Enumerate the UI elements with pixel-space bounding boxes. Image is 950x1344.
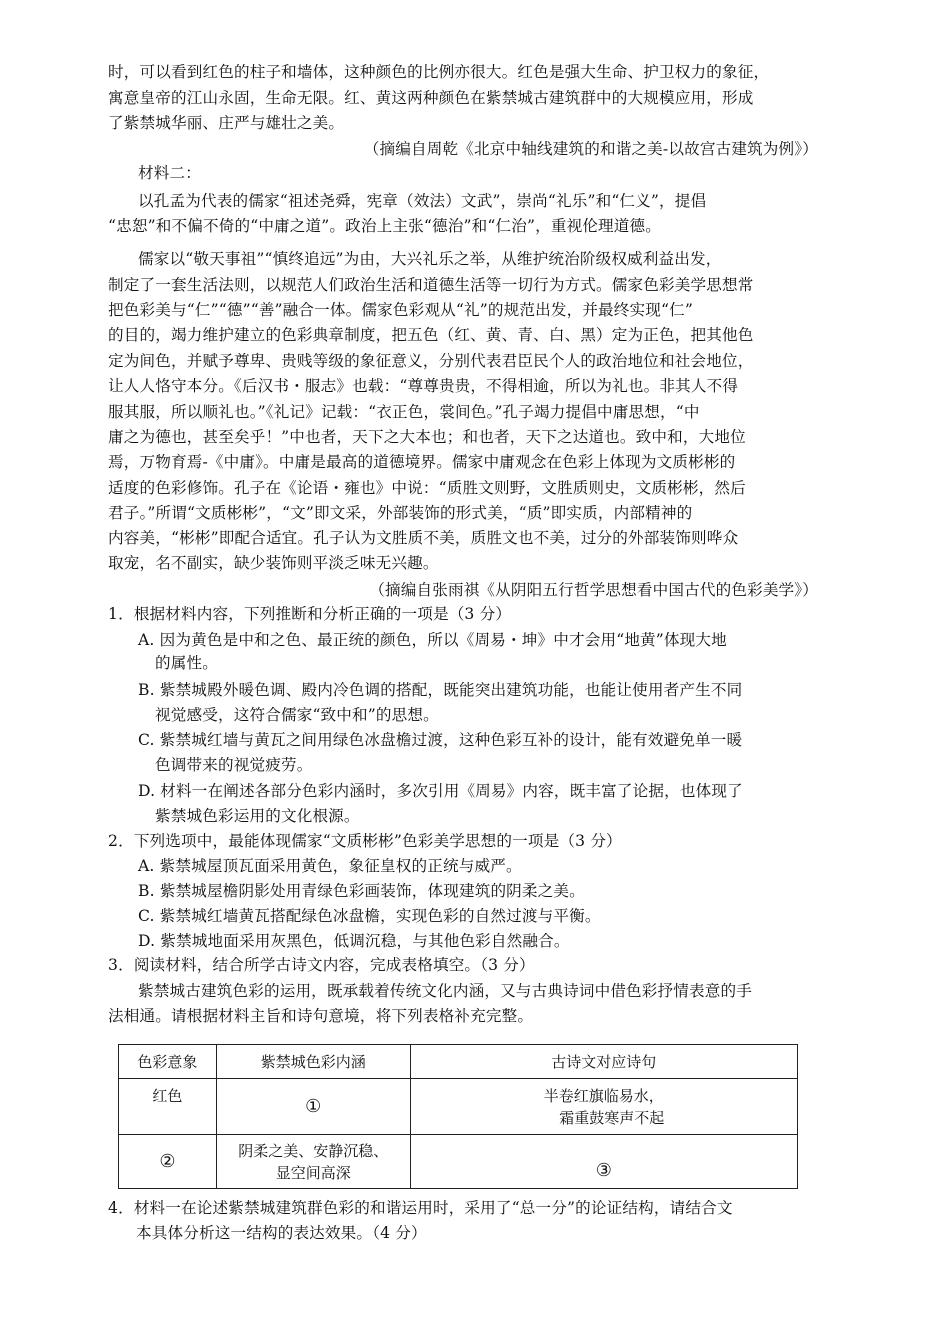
question-2-option-b: B. 紫禁城屋檐阴影处用青绿色彩画装饰，体现建筑的阴柔之美。 [138,882,585,900]
table-cell-blank-2: ② [119,1135,217,1189]
section-heading: 材料二： [138,164,201,182]
table-header-cell: 古诗文对应诗句 [410,1045,797,1079]
question-1-option-a: A. 因为黄色是中和之色、最正统的颜色，所以《周易・坤》中才会用“地黄”体现大地 [138,631,727,649]
question-2-option-c: C. 紫禁城红墙黄瓦搭配绿色冰盘檐，实现色彩的自然过渡与平衡。 [138,907,601,925]
paragraph-line: 君子。”所谓“文质彬彬”，“文”即文采，外部装饰的形式美，“质”即实质，内部精神的 [108,504,693,522]
poem-line: 霜重鼓寒声不起 [559,1108,665,1127]
table-cell: 红色 [119,1079,217,1135]
question-1-option-c: C. 紫禁城红墙与黄瓦之间用绿色冰盘檐过渡，这种色彩互补的设计，能有效避免单一暖 [138,731,743,749]
paragraph-line: 了紫禁城华丽、庄严与雄壮之美。 [108,114,345,132]
table-cell-blank-1: ① [216,1079,410,1135]
question-2-option-d: D. 紫禁城地面采用灰黑色，低调沉稳，与其他色彩自然融合。 [138,932,570,950]
question-2-stem: 2．下列选项中，最能体现儒家“文质彬彬”色彩美学思想的一项是（3 分） [108,832,622,850]
paragraph-line: 寓意皇帝的江山永固，生命无限。红、黄这两种颜色在紫禁城古建筑群中的大规模应用，形成 [108,89,754,107]
question-1-option-c-cont: 色调带来的视觉疲劳。 [155,756,313,774]
table-row [119,1135,798,1189]
table-cell-line: 显空间高深 [275,1163,351,1182]
question-1-option-d-cont: 紫禁城色彩运用的文化根源。 [155,807,360,825]
source-citation: （摘编自张雨祺《从阴阳五行哲学思想看中国古代的色彩美学》） [369,581,818,599]
question-1-option-b: B. 紫禁城殿外暖色调、殿内冷色调的搭配，既能突出建筑功能，也能让使用者产生不同 [138,681,743,699]
paragraph-line: 的目的，竭力维护建立的色彩典章制度，把五色（红、黄、青、白、黑）定为正色，把其他色 [108,326,754,344]
paragraph-line: 取宠，名不副实，缺少装饰则平淡乏味无兴趣。 [108,554,439,572]
paragraph-line: 让人人恪守本分。《后汉书・服志》也载：“尊尊贵贵，不得相逾，所以为礼也。非其人不得 [108,377,739,395]
paragraph-line: 适度的色彩修饰。孔子在《论语・雍也》中说：“质胜文则野，文胜质则史，文质彬彬，然后 [108,479,746,497]
paragraph-line: 以孔孟为代表的儒家“祖述尧舜，宪章（效法）文武”，崇尚“礼乐”和“仁义”，提倡 [138,192,707,210]
question-4-stem-cont: 本具体分析这一结构的表达效果。（4 分） [136,1224,427,1242]
question-3-stem: 3．阅读材料，结合所学古诗文内容，完成表格填空。（3 分） [108,956,535,974]
question-4-stem: 4．材料一在论述紫禁城建筑群色彩的和谐运用时，采用了“总一分”的论证结构，请结合文 [108,1199,733,1217]
table-header-cell: 色彩意象 [119,1045,217,1079]
table-cell [410,1079,797,1135]
question-2-option-a: A. 紫禁城屋顶瓦面采用黄色，象征皇权的正统与威严。 [138,857,522,875]
paragraph-line: 制定了一套生活法则，以规范人们政治生活和道德生活等一切行为方式。儒家色彩美学思想常 [108,276,754,294]
table-cell-blank-3: ③ [410,1135,797,1189]
table-header-cell: 紫禁城色彩内涵 [216,1045,410,1079]
question-1-option-a-cont: 的属性。 [155,654,218,672]
paragraph-line: 定为间色，并赋予尊卑、贵贱等级的象征意义，分别代表君臣民个人的政治地位和社会地位， [108,352,754,370]
paragraph-line: 焉，万物育焉-《中庸》。中庸是最高的道德境界。儒家中庸观念在色彩上体现为文质彬彬的 [108,453,736,471]
question-1-option-d: D. 材料一在阐述各部分色彩内涵时，多次引用《周易》内容，既丰富了论据，也体现了 [138,782,743,800]
paragraph-line: “忠恕”和不偏不倚的“中庸之道”。政治上主张“德治”和“仁治”，重视伦理道德。 [108,217,662,235]
paragraph-line: 时，可以看到红色的柱子和墙体，这种颜色的比例亦很大。红色是强大生命、护卫权力的象征， [108,63,770,81]
question-3-prompt-cont: 法相通。请根据材料主旨和诗句意境，将下列表格补充完整。 [108,1007,534,1025]
paragraph-line: 把色彩美与“仁”“德”“善”融合一体。儒家色彩观从“礼”的规范出发，并最终实现“仁” [108,301,694,319]
paragraph-line: 儒家以“敬天事祖”“慎终追远”为由，大兴礼乐之举，从维护统治阶级权威利益出发， [138,250,722,268]
table-cell-line: 阴柔之美、安静沉稳、 [238,1141,389,1160]
table-header-row [119,1045,798,1079]
question-1-stem: 1．根据材料内容，下列推断和分析正确的一项是（3 分） [108,605,512,623]
table-row [119,1079,798,1135]
question-3-prompt: 紫禁城古建筑色彩的运用，既承载着传统文化内涵，又与古典诗词中借色彩抒情表意的手 [138,982,753,1000]
paragraph-line: 服其服，所以顺礼也。”《礼记》记载：“衣正色，裳间色。”孔子竭力提倡中庸思想，“中 [108,403,700,421]
source-citation: （摘编自周乾《北京中轴线建筑的和谐之美-以故宫古建筑为例》） [363,140,818,158]
table-cell [216,1135,410,1189]
paragraph-line: 庸之为德也，甚至矣乎！”中也者，天下之大本也；和也者，天下之达道也。致中和，大地位 [108,428,746,446]
paragraph-line: 内容美，“彬彬”即配合适宜。孔子认为文胜质不美，质胜文也不美，过分的外部装饰则哗众 [108,529,739,547]
question-1-option-b-cont: 视觉感受，这符合儒家“致中和”的思想。 [155,706,439,724]
answer-table [118,1044,798,1189]
poem-line: 半卷红旗临易水， [543,1086,664,1105]
